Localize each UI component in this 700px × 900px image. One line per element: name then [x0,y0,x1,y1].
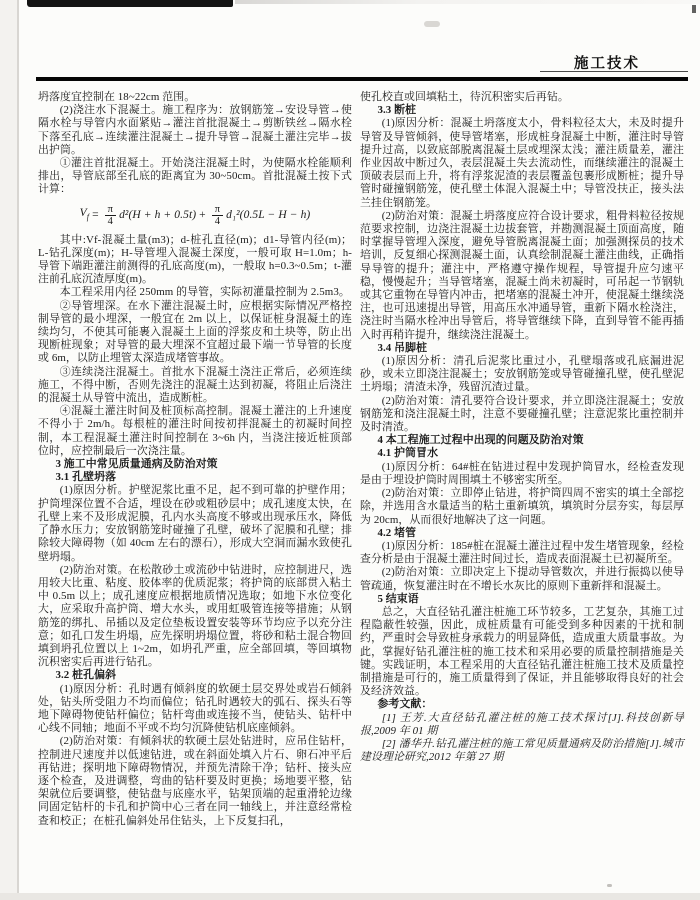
scan-speck [692,5,696,13]
paragraph: (1)原因分析：混凝土坍落度太小，骨料粒径太大，未及时提升导管及导管倾斜，使导管堵塞，形成桩身混凝土中断，灌注时导管提升过高，以致底部脱离混凝土层或埋深太浅；灌注质量差，灌注作业因故中断过久，表层混凝土失去流动性，而继续灌注的混凝土顶破表层而上升，将有浮浆泥渣的表层覆盖包裹形成断桩；提升导管时碰撞钢筋笼，使孔壁土体混入混凝土中；导管没扶正，接头法兰挂住钢筋笼。 [360,117,684,209]
heading-4-2: 4.2 堵管 [377,526,417,539]
paragraph: ②导管埋深。在水下灌注混凝土时，应根据实际情况严格控制导管的最小埋深，一般宜在 2m 以上，以保证桩身混凝土的连续均匀，不使其可能裹入混凝土上面的浮浆皮和土块等，防止出现断桩现象；对导管的最大埋深不宜超过最下端一节导管的长度或 6m，以防止埋管太深造成堵管事故。 [38,299,352,365]
formula-term-2: d₁²(0.5L − H − h) [226,209,311,222]
paragraph: (2)防治对策：混凝土坍落度应符合设计要求，粗骨料粒径按规范要求控制，边浇注混凝土边拔套管，并勘测混凝土顶面高度，随时掌握导管埋入深度，避免导管脱离混凝土面；加强测探员的技术培训，反复细心探测混凝土面，认真绘制混凝土灌注曲线，正确指导导管的提升；灌注中，严格遵守操作规程，导管提升应匀速平稳，慢慢起升；当导管堵塞，混凝土尚未初凝时，可吊起一节钢轨或其它重物在导管内冲击，把堵塞的混凝土冲开，使混凝土继续浇注，也可迅速提出导管，用高压水冲通导管，重新下隔水栓浇注，浇注时当隔水栓冲出导管后，将导管继续下降，直到导管不能再插入时再稍许提升，继续浇注混凝土。 [360,209,684,341]
heading-3-2: 3.2 桩孔偏斜 [55,669,117,682]
reference-item: [1] 王芳.大直径钻孔灌注桩的施工技术探讨[J].科技创新导报,2009 年 01 期 [360,711,684,737]
paragraph: ①灌注首批混凝土。开始浇注混凝土时，为使隔水栓能顺利排出，导管底部至孔底的距离宜为 30~50cm。首批混凝土按下式计算： [38,157,352,196]
scan-artifact-top-band [27,0,233,7]
heading-section-5: 5 结束语 [377,592,419,605]
references-heading: 参考文献： [377,698,433,711]
header-rule [36,77,688,81]
scan-smudge [424,21,440,27]
paragraph: (2)防治对策：立即停止钻进，将护筒四周不密实的填土全部挖除，并选用含水量适当的粘土重新填筑，填筑时分层夯实，每层厚为 20cm，从而很好地解决了这一问题。 [360,487,684,526]
paragraph: (2)防治对策：清孔要符合设计要求，并立即浇注混凝土；安放钢筋笼和浇注混凝土时，注意不要碰撞孔壁；注意泥浆比重控制并及时清渣。 [360,394,684,434]
equals-sign: = [92,209,99,222]
scan-edge-left-line [17,0,19,900]
scan-artifact-top-haze [235,0,700,4]
paragraph: (2)浇注水下混凝土。施工程序为：放钢筋笼→安设导管→使隔水栓与导管内水面紧贴→灌注首批混凝土→剪断铁丝→隔水栓下落至孔底→连续灌注混凝土→提升导管→混凝土灌注完毕→拔出护筒。 [38,104,352,156]
scan-edge-bottom [0,893,700,900]
formula-term-1: d²(H + h + 0.5t) [119,209,197,222]
paragraph: ④混凝土灌注时间及桩顶标高控制。混凝土灌注的上升速度不得小于 2m/h。每根桩的灌注时间按初拌混凝土的初凝时间控制，本工程混凝土灌注时间控制在 3~6h 内，当浇注接近桩顶部位时，应控制最后一次浇注量。 [38,405,352,457]
paragraph: (2)防治对策：有倾斜状的软硬土层处钻进时，应吊住钻杆，控制进尺速度并以低速钻进，或在斜面处填入片石、卵石冲平后再钻进；探明地下障碍物情况，并预先清除干净；钻杆、接头应逐个检查，及进调整，弯曲的钻杆要及时更换；场地要平整，钻架就位后要调整，使钻盘与底座水平，钻架顶端的起重滑轮边缘同固定钻杆的卡孔和护筒中心三者在同一轴线上，并注意经常检查和校正；在桩孔偏斜处吊住钻头，上下反复扫孔， [38,735,352,827]
paragraph: (1)原因分析：64#桩在钻进过程中发现护筒冒水，经检查发现是由于埋设护筒时周围填土不够密实所至。 [360,460,684,486]
paragraph: (2)防治对策。在松散砂土或流砂中钻进时，应控制进尺，选用较大比重、粘度、胶体率的优质泥浆；将护筒的底部贯入粘土中 0.5m 以上；成孔速度应根据地质情况选取；如地下水位变化大，应采取升高护筒、增大水头，或用虹吸管连接等措施；从钢筋笼的绑扎、吊插以及定位垫板设置安装等环节均应予以充分注意；如孔口发生坍塌，应先探明坍塌位置，将砂和粘土混合物回填到坍孔位置以上 1~2m，如坍孔严重，应全部回填，等回填物沉积密实后再进行钻孔。 [38,563,352,669]
left-column [38,91,352,828]
formula-lhs: $V_f$ [79,207,90,222]
paragraph: (1)原因分析：清孔后泥浆比重过小，孔壁塌落或孔底漏进泥砂，或未立即浇注混凝土；安放钢筋笼或导管碰撞孔壁，使孔壁泥土坍塌；清渣未净，残留沉渣过量。 [360,355,684,394]
heading-section-4: 4 本工程施工过程中出现的问题及防治对策 [377,434,584,447]
journal-section-label: 施工技术 [574,56,640,72]
first-batch-concrete-volume-formula [38,201,352,231]
scan-edge-left-margin [0,0,17,900]
plus-sign: + [199,209,206,222]
heading-3-4: 3.4 吊脚桩 [377,341,428,354]
heading-4-1: 4.1 护筒冒水 [377,447,439,460]
pi-over-four-fraction: $\frac{\pi}{4}$ [212,204,223,227]
heading-3-1: 3.1 孔壁坍落 [55,471,117,484]
paragraph: 本工程采用内径 250mm 的导管，实际初灌量控制为 2.5m3。 [59,286,350,299]
pi-over-four-fraction: $\frac{\pi}{4}$ [105,204,116,227]
paragraph: 坍落度宜控制在 18~22cm 范围。 [38,91,196,103]
paragraph: (2)防治对策：立即决定上下提动导管数次，并进行振捣以使导管疏通，恢复灌注时在不增长水灰比的原则下重新拌和混凝土。 [360,566,684,592]
paragraph: 使孔校直或回填粘土，待沉积密实后再钻。 [360,91,569,103]
reference-item: [2] 潘华升.钻孔灌注桩的施工常见质量通病及防治措施[J].城市建设理论研究,2012 年第 27 期 [360,737,684,764]
paragraph: ③连续浇注混凝土。首批水下混凝土浇注正常后，必须连续施工，不得中断，否则先浇注的混凝土达到初凝，将阻止后浇注的混凝土从导管中流出，造成断桩。 [38,365,352,405]
paragraph: 其中:Vf-混凝土量(m3)；d-桩孔直径(m)；d1-导管内径(m)；L-钻孔深度(m)；H-导管埋入混凝土深度，一般可取 H=1.0m；h-导管下端距灌注前测得的孔底高度(m)，一般取 h=0.3~0.5m；t-灌注前孔底沉渣厚度(m)。 [38,233,352,286]
heading-3-3: 3.3 断桩 [377,104,417,117]
right-column [360,91,684,828]
paragraph: (1)原因分析。护壁泥浆比重不足，起不到可靠的护壁作用；护筒埋深位置不合适，埋设在砂或粗砂层中；成孔速度太快，在孔壁上来不及形成泥膜，孔内水头高度不够或出现承压水，降低了静水压力；安放钢筋笼时碰撞了孔壁，破坏了泥膜和孔壁；排除较大障碍物（如 40cm 左右的漂石），形成大空洞而漏水致使孔壁坍塌。 [38,484,352,563]
article-body [38,91,684,828]
paragraph: (1)原因分析：孔时遇有倾斜度的软硬土层交界处或岩石倾斜处，钻头所受阻力不均而偏位；钻孔时遇较大的弧石、探头石等地下障碍物使钻杆偏位；钻杆弯曲或连接不当，使钻头、钻杆中心线不同轴；地面不平或不均匀沉降使钻机底座倾斜。 [38,682,352,735]
paragraph: (1)原因分析：185#桩在混凝土灌注过程中发生堵管现象，经检查分析是由于混凝土灌注时间过长，造成表面混凝土已初凝所至。 [360,539,684,566]
scan-speck [607,884,612,887]
heading-section-3: 3 施工中常见质量通病及防治对策 [55,458,218,471]
paragraph: 总之，大直径钻孔灌注桩施工环节较多，工艺复杂，其施工过程隐蔽性较强，因此，成桩质量有可能受到多种因素的干扰和制约，严重时会导致桩身承载力的明显降低，造成重大质量事故。为此，掌握好钻孔灌注桩的施工技术和采用必要的质量控制措施是关键。实践证明，本工程采用的大直径钻孔灌注桩施工技术及质量控制措施是可行的，施工质量得到了保证，并且能够取得良好的社会及经济效益。 [360,605,684,698]
header-underline [540,71,688,72]
